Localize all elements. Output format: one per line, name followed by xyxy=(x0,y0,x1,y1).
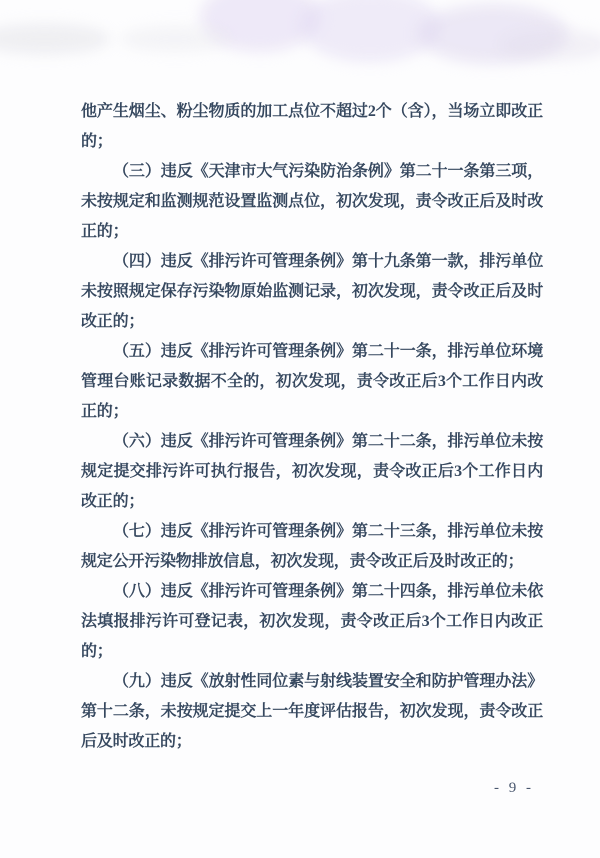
scan-smudge xyxy=(418,4,568,64)
page-number: - 9 - xyxy=(494,780,534,796)
scan-smudge xyxy=(300,0,440,62)
body-paragraph-item-8: （八）违反《排污许可管理条例》第二十四条，排污单位未依法填报排污许可登记表，初次发现，责令改正后3个工作日内改正的； xyxy=(81,583,543,660)
body-paragraph-item-5: （五）违反《排污许可管理条例》第二十一条，排污单位环境管理台账记录数据不全的，初次发现，责令改正后3个工作日内改正的； xyxy=(81,343,543,420)
scan-smudge xyxy=(200,0,320,52)
body-paragraph-continuation: 他产生烟尘、粉尘物质的加工点位不超过2个（含），当场立即改正的； xyxy=(81,103,543,150)
body-paragraph-item-4: （四）违反《排污许可管理条例》第十九条第一款，排污单位未按照规定保存污染物原始监测记录，初次发现，责令改正后及时改正的； xyxy=(81,253,543,330)
scan-smudge xyxy=(0,24,110,54)
scan-smudge xyxy=(120,26,230,52)
body-paragraph-item-6: （六）违反《排污许可管理条例》第二十二条，排污单位未按规定提交排污许可执行报告，初次发现，责令改正后3个工作日内改正的； xyxy=(81,433,543,510)
body-paragraph-item-3: （三）违反《天津市大气污染防治条例》第二十一条第三项，未按规定和监测规范设置监测点位，初次发现，责令改正后及时改正的； xyxy=(81,163,543,240)
document-body xyxy=(81,97,543,757)
body-paragraph-item-7: （七）违反《排污许可管理条例》第二十三条，排污单位未按规定公开污染物排放信息，初次发现，责令改正后及时改正的； xyxy=(81,523,543,570)
body-paragraph-item-9: （九）违反《放射性同位素与射线装置安全和防护管理办法》第十二条，未按规定提交上一年度评估报告，初次发现，责令改正后及时改正的； xyxy=(81,673,543,750)
scan-smudge xyxy=(500,30,600,60)
